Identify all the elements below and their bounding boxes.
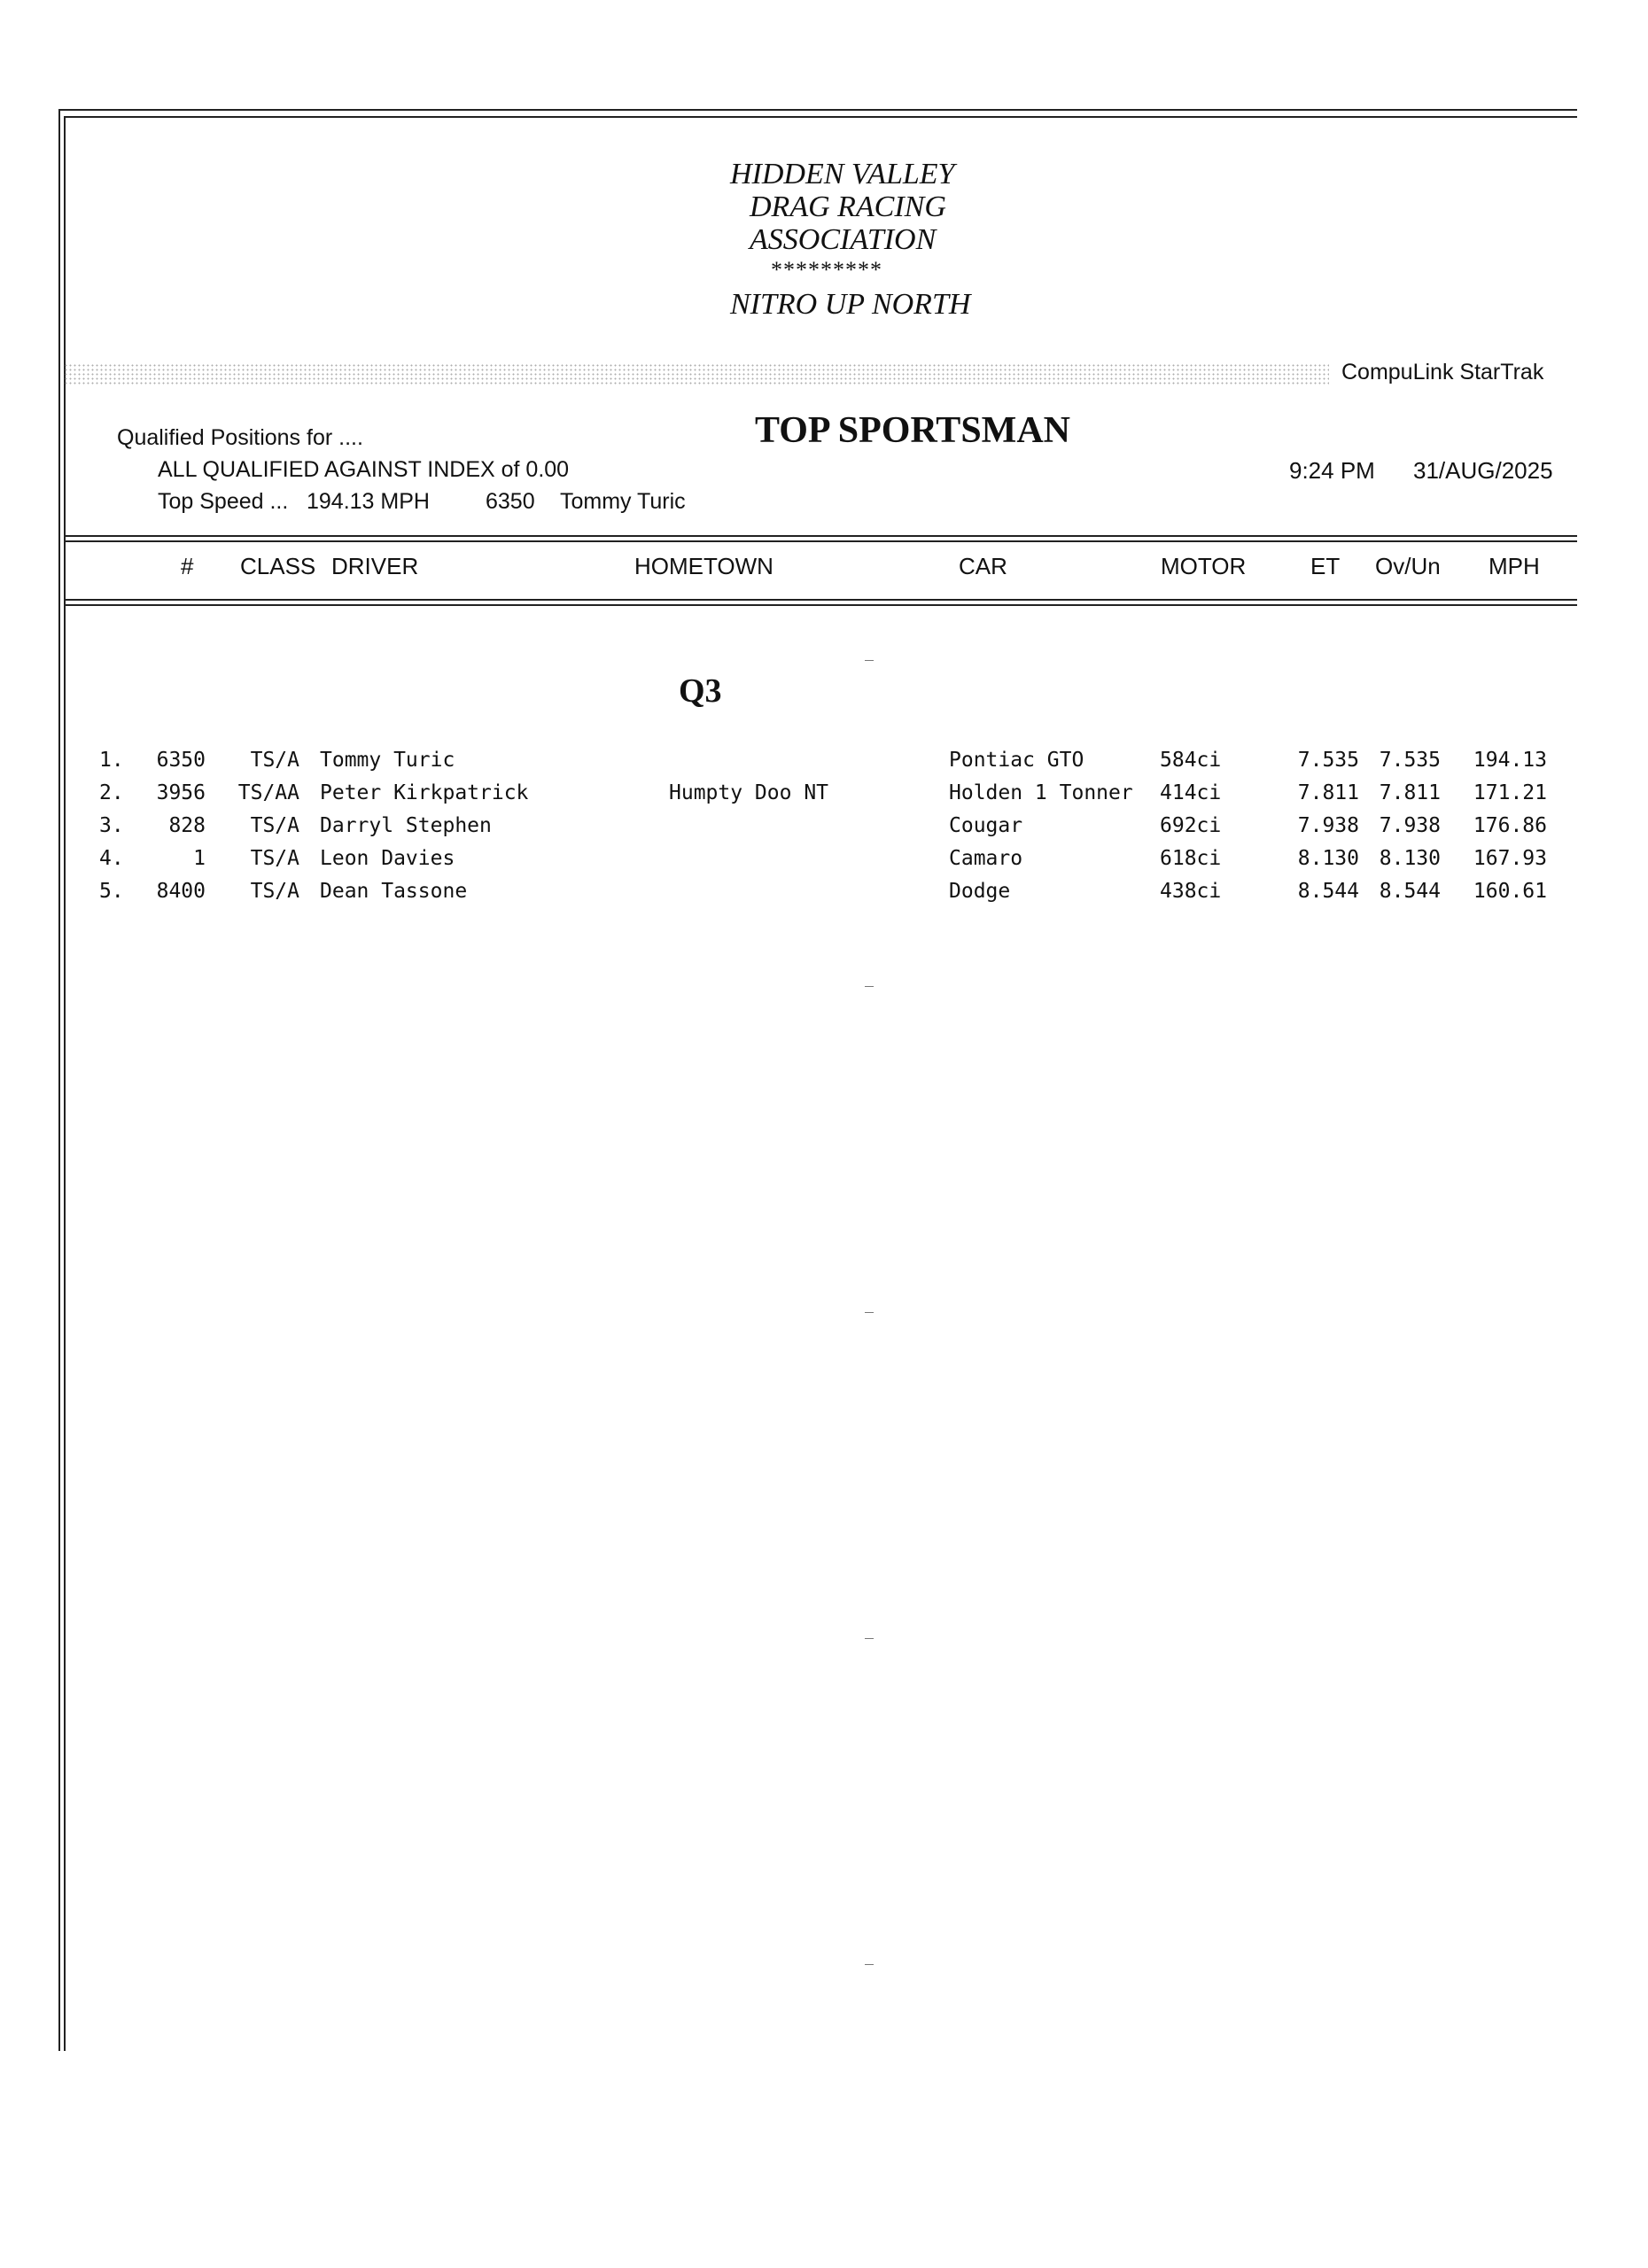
row-position: 1. [99, 749, 124, 772]
row-mph: 194.13 [1473, 749, 1547, 772]
header-rule-3 [64, 599, 1577, 601]
scan-speck [865, 1964, 874, 1965]
top-speed-value: 194.13 MPH [307, 489, 430, 514]
row-car-number: 3956 [156, 781, 206, 804]
row-class: TS/A [250, 749, 299, 772]
scan-speck [865, 1312, 874, 1313]
row-car-number: 6350 [156, 749, 206, 772]
dotted-separator [64, 363, 1329, 386]
row-position: 4. [99, 847, 124, 870]
round-label: Q3 [679, 672, 722, 710]
row-position: 3. [99, 814, 124, 837]
table-row [0, 749, 1648, 781]
row-mph: 160.61 [1473, 880, 1547, 903]
row-ovun: 8.130 [1379, 847, 1441, 870]
row-class: TS/A [250, 814, 299, 837]
col-et: ET [1310, 553, 1341, 579]
row-position: 2. [99, 781, 124, 804]
row-car: Dodge [949, 880, 1011, 903]
org-name-line3: ASSOCIATION [750, 223, 937, 256]
row-ovun: 7.938 [1379, 814, 1441, 837]
row-et: 7.811 [1297, 781, 1359, 804]
row-et: 8.544 [1297, 880, 1359, 903]
col-driver: DRIVER [331, 553, 419, 579]
col-hometown: HOMETOWN [634, 553, 773, 579]
row-car-number: 828 [168, 814, 206, 837]
row-mph: 171.21 [1473, 781, 1547, 804]
row-mph: 176.86 [1473, 814, 1547, 837]
header-rule-2 [64, 540, 1577, 542]
index-text: ALL QUALIFIED AGAINST INDEX of 0.00 [158, 457, 570, 482]
row-ovun: 8.544 [1379, 880, 1441, 903]
stars-divider: ********* [771, 257, 882, 283]
row-car: Holden 1 Tonner [949, 781, 1133, 804]
row-driver: Darryl Stephen [320, 814, 492, 837]
top-speed-label: Top Speed ... [158, 489, 289, 514]
row-driver: Leon Davies [320, 847, 455, 870]
table-row [0, 847, 1648, 879]
event-name: NITRO UP NORTH [730, 288, 971, 321]
frame-left-inner [64, 116, 66, 2051]
table-row [0, 781, 1648, 813]
row-motor: 438ci [1160, 880, 1222, 903]
col-mph: MPH [1489, 553, 1540, 579]
scan-speck [865, 660, 874, 661]
report-date: 31/AUG/2025 [1413, 457, 1553, 484]
row-et: 8.130 [1297, 847, 1359, 870]
row-motor: 584ci [1160, 749, 1222, 772]
row-et: 7.938 [1297, 814, 1359, 837]
row-motor: 414ci [1160, 781, 1222, 804]
qualified-for-label: Qualified Positions for .... [117, 425, 363, 450]
col-ovun: Ov/Un [1375, 553, 1441, 579]
row-et: 7.535 [1297, 749, 1359, 772]
row-car-number: 1 [193, 847, 206, 870]
row-car: Pontiac GTO [949, 749, 1084, 772]
header-rule-1 [64, 535, 1577, 537]
col-number: # [181, 553, 194, 579]
system-name: CompuLink StarTrak [1341, 360, 1544, 384]
org-name-line1: HIDDEN VALLEY [730, 158, 955, 190]
row-driver: Tommy Turic [320, 749, 455, 772]
row-ovun: 7.811 [1379, 781, 1441, 804]
top-speed-car: 6350 [486, 489, 535, 514]
row-ovun: 7.535 [1379, 749, 1441, 772]
table-row [0, 814, 1648, 846]
row-car: Camaro [949, 847, 1023, 870]
org-name-line2: DRAG RACING [750, 190, 946, 223]
category-title: TOP SPORTSMAN [755, 410, 1070, 451]
col-class: CLASS [240, 553, 316, 579]
table-row [0, 880, 1648, 912]
row-car-number: 8400 [156, 880, 206, 903]
frame-top-inner [64, 116, 1577, 118]
row-car: Cougar [949, 814, 1023, 837]
header-rule-4 [64, 604, 1577, 606]
scan-speck [865, 1638, 874, 1639]
col-car: CAR [959, 553, 1007, 579]
row-position: 5. [99, 880, 124, 903]
row-motor: 618ci [1160, 847, 1222, 870]
report-time: 9:24 PM [1289, 457, 1375, 484]
row-class: TS/A [250, 847, 299, 870]
col-motor: MOTOR [1161, 553, 1247, 579]
row-motor: 692ci [1160, 814, 1222, 837]
row-class: TS/AA [237, 781, 299, 804]
scan-speck [865, 986, 874, 987]
row-mph: 167.93 [1473, 847, 1547, 870]
top-speed-driver: Tommy Turic [560, 489, 686, 514]
row-class: TS/A [250, 880, 299, 903]
frame-left-outer [58, 109, 60, 2051]
frame-top-outer [58, 109, 1577, 111]
row-driver: Peter Kirkpatrick [320, 781, 529, 804]
row-driver: Dean Tassone [320, 880, 468, 903]
row-hometown: Humpty Doo NT [669, 781, 829, 804]
